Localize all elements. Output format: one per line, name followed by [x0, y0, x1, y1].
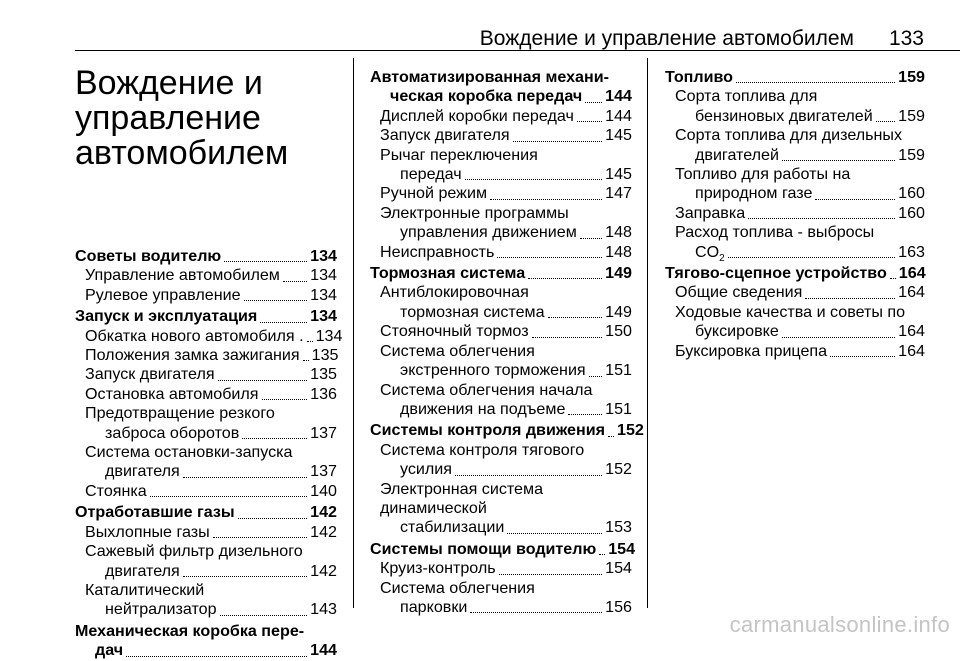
dot-leader	[262, 399, 308, 400]
toc-entry-text: Ходовые качества и советы по	[675, 302, 906, 321]
dot-leader	[183, 576, 307, 577]
toc-page-number: 134	[310, 285, 337, 304]
toc-entry-row	[85, 424, 337, 443]
dot-leader	[507, 533, 602, 534]
header-rule	[75, 50, 960, 51]
toc-page-number: 159	[898, 68, 925, 86]
toc-entry-row	[675, 204, 925, 223]
toc-entry-text: экстренного торможения	[400, 361, 586, 380]
toc-entry-text: Автоматизированная механи-	[370, 68, 609, 86]
toc-section-entry	[665, 264, 925, 283]
toc-entry-row	[675, 107, 925, 126]
toc-entry-row	[75, 503, 337, 522]
toc-entry-text: Положения замка зажигания	[85, 346, 300, 365]
toc-subsection-entry	[665, 342, 925, 361]
toc-entry-text: Дисплей коробки передач	[380, 106, 574, 125]
toc-page-number: 151	[605, 361, 632, 380]
toc-list	[75, 247, 343, 661]
toc-entry-text: движения на подъеме	[400, 399, 566, 418]
toc-entry-row	[85, 365, 337, 384]
toc-subsection-entry	[370, 480, 632, 538]
toc-entry-row	[380, 518, 632, 537]
toc-entry-text: Круиз-контроль	[380, 559, 496, 578]
toc-subsection-entry	[370, 342, 632, 381]
toc-page-number: 148	[605, 242, 632, 261]
toc-list	[665, 68, 925, 361]
dot-leader	[782, 337, 895, 338]
toc-subsection-entry	[75, 542, 337, 581]
toc-entry-text: буксировке	[695, 322, 779, 341]
toc-subsection-entry	[665, 283, 925, 302]
toc-entry-text: природном газе	[695, 184, 813, 203]
dot-leader	[499, 574, 602, 575]
dot-leader	[577, 121, 602, 122]
toc-section-entry	[370, 264, 632, 283]
toc-entry-text: Заправка	[675, 203, 746, 222]
toc-entry-row	[380, 460, 632, 479]
dot-leader	[220, 615, 308, 616]
toc-entry-row	[675, 342, 925, 361]
toc-section-entry	[75, 247, 337, 266]
toc-entry-row	[665, 68, 925, 87]
toc-page-number: 159	[898, 145, 925, 164]
toc-entry-text: управления движением	[400, 223, 577, 242]
toc-entry-text: Остановка автомобиля	[85, 384, 259, 403]
toc-entry-row	[85, 462, 337, 481]
toc-subsection-entry	[370, 559, 632, 578]
toc-page-number: 160	[898, 184, 925, 203]
toc-entry-row	[75, 307, 337, 326]
toc-entry-text: Предотвращение резкого	[85, 404, 275, 423]
toc-section-entry	[75, 503, 337, 522]
chapter-title-line: автомобилем	[75, 134, 289, 172]
dot-leader	[736, 82, 895, 83]
toc-entry-text: Расход топлива - выбросы	[675, 223, 875, 242]
toc-page-number: 151	[605, 399, 632, 418]
dot-leader	[782, 160, 895, 161]
toc-subsection-entry	[370, 381, 632, 420]
toc-subsection-entry	[370, 204, 632, 243]
toc-page-number: 160	[898, 203, 925, 222]
dot-leader	[876, 121, 895, 122]
dot-leader	[224, 261, 307, 262]
toc-entry-text: стабилизации	[400, 518, 505, 537]
toc-entry-row	[85, 326, 343, 346]
toc-entry-row	[370, 421, 644, 440]
toc-entry-text: тормозная система	[400, 302, 545, 321]
toc-page-number: 136	[310, 384, 337, 403]
dot-leader	[218, 380, 308, 381]
dot-leader	[568, 414, 602, 415]
toc-entry-text: Каталитический	[85, 580, 205, 599]
dot-leader	[830, 356, 895, 357]
toc-entry-text: нейтрализатор	[105, 600, 217, 619]
toc-entry-row	[380, 243, 632, 262]
toc-entry-row	[380, 559, 632, 578]
toc-page-number: 140	[310, 481, 337, 500]
toc-page-number: 164	[898, 264, 926, 283]
column-divider	[647, 58, 648, 608]
toc-section-entry	[370, 68, 632, 107]
toc-page-number: 164	[898, 341, 925, 360]
toc-subsection-entry	[370, 441, 632, 480]
toc-entry-row	[380, 322, 632, 341]
toc-entry-row	[380, 223, 632, 242]
toc-entry-text: передач	[400, 165, 462, 184]
toc-entry-text: динамической	[380, 498, 487, 517]
toc-entry-row	[675, 243, 925, 262]
toc-entry-text: Антиблокировочная	[380, 283, 529, 302]
toc-page-number: 154	[608, 539, 636, 558]
dot-leader	[244, 300, 308, 301]
toc-subsection-entry	[370, 126, 632, 145]
toc-entry-row	[75, 641, 337, 660]
toc-subsection-entry	[370, 184, 632, 203]
toc-entry-row	[380, 107, 632, 126]
chapter-title-line: управление	[75, 99, 261, 137]
toc-page-number: 134	[315, 326, 343, 345]
toc-subsection-entry	[665, 165, 925, 204]
dot-leader	[532, 337, 603, 338]
dot-leader	[580, 238, 602, 239]
toc-subsection-entry	[75, 385, 337, 404]
toc-entry-text: Система облегчения	[380, 578, 535, 597]
dot-leader	[307, 341, 313, 342]
toc-page-number: 145	[605, 165, 632, 184]
dot-leader	[890, 278, 896, 279]
toc-section-entry	[75, 622, 337, 661]
toc-page-number: 142	[310, 522, 337, 541]
toc-entry-text: Ручной режим	[380, 184, 488, 203]
dot-leader	[528, 278, 602, 279]
toc-entry-row	[85, 286, 337, 305]
toc-page-number: 144	[605, 87, 632, 106]
toc-page-number: 143	[310, 600, 337, 619]
toc-subsection-entry	[370, 243, 632, 262]
dot-leader	[490, 199, 602, 200]
toc-page-number: 137	[310, 462, 337, 481]
toc-subsection-entry	[665, 204, 925, 223]
toc-entry-row	[380, 303, 632, 322]
toc-entry-text: Сорта топлива для дизельных	[675, 126, 903, 145]
toc-page-number: 150	[605, 322, 632, 341]
toc-page-number: 137	[310, 423, 337, 442]
toc-subsection-entry	[75, 482, 337, 501]
toc-entry-text: Буксировка прицепа	[675, 341, 828, 360]
toc-entry-text: Механическая коробка пере-	[75, 621, 305, 640]
toc-column-1	[75, 64, 343, 661]
toc-page-number: 142	[310, 503, 337, 522]
toc-section-entry	[665, 68, 925, 87]
toc-entry-text: Рулевое управление	[85, 285, 241, 304]
toc-page-number: 135	[310, 365, 337, 384]
toc-subsection-entry	[370, 283, 632, 322]
subscript: 2	[719, 252, 725, 264]
toc-section-entry	[370, 421, 644, 440]
toc-page-number: 135	[311, 346, 339, 365]
toc-entry-row	[370, 539, 636, 559]
toc-entry-text: Отработавшие газы	[75, 503, 235, 522]
toc-page-number: 144	[310, 641, 337, 660]
toc-subsection-entry	[370, 579, 632, 618]
toc-page-number: 163	[898, 242, 925, 261]
dot-leader	[805, 298, 895, 299]
toc-page-number: 144	[605, 106, 632, 125]
toc-subsection-entry	[75, 581, 337, 620]
toc-page-number: 148	[605, 223, 632, 242]
dot-leader	[242, 438, 307, 439]
dot-leader	[126, 656, 307, 657]
toc-entry-text: ческая коробка передач	[390, 87, 583, 106]
toc-entry-row	[380, 598, 632, 617]
toc-page-number: 145	[605, 126, 632, 145]
toc-entry-row	[380, 165, 632, 184]
toc-entry-row	[370, 264, 632, 283]
toc-page-number: 156	[605, 597, 632, 616]
toc-entry-row	[85, 385, 337, 404]
toc-page-number: 159	[898, 106, 925, 125]
dot-leader	[260, 322, 307, 323]
toc-subsection-entry	[370, 107, 632, 126]
toc-page-number: 153	[605, 518, 632, 537]
dot-leader	[303, 360, 309, 361]
toc-entry-text: Система контроля тягового	[380, 440, 585, 459]
toc-entry-row	[380, 184, 632, 203]
dot-leader	[238, 518, 308, 519]
toc-entry-text: двигателя	[105, 561, 180, 580]
toc-entry-row	[675, 283, 925, 302]
toc-subsection-entry	[665, 87, 925, 126]
toc-entry-text: двигателя	[105, 462, 180, 481]
toc-entry-text: Управление автомобилем	[85, 266, 280, 285]
toc-entry-text: Электронные программы	[380, 203, 569, 222]
toc-subsection-entry	[75, 404, 337, 443]
page-number: 133	[888, 27, 924, 50]
dot-leader	[599, 554, 605, 555]
toc-entry-row	[85, 266, 337, 285]
toc-entry-row	[85, 523, 337, 542]
toc-entry-text: двигателей	[695, 145, 779, 164]
dot-leader	[608, 436, 614, 437]
toc-subsection-entry	[665, 223, 925, 262]
chapter-title-line: Вождение и	[75, 64, 263, 102]
toc-page-number: 149	[605, 302, 632, 321]
dot-leader	[183, 477, 307, 478]
page-header	[75, 0, 960, 50]
toc-entry-text: Топливо	[665, 68, 733, 86]
toc-subsection-entry	[75, 365, 337, 384]
toc-subsection-entry	[75, 286, 337, 305]
toc-entry-row	[370, 87, 632, 106]
toc-entry-text: Электронная система	[380, 479, 544, 498]
toc-entry-text: Системы помощи водителю	[370, 539, 597, 558]
toc-list	[370, 68, 644, 617]
toc-entry-text: Топливо для работы на	[675, 165, 851, 184]
toc-entry-text: Неисправность	[380, 242, 495, 261]
toc-entry-text: Запуск двигателя	[85, 365, 215, 384]
toc-column-2	[370, 66, 644, 617]
dot-leader	[150, 496, 307, 497]
toc-subsection-entry	[665, 126, 925, 165]
toc-subsection-entry	[370, 146, 632, 185]
toc-entry-text: заброса оборотов	[105, 423, 240, 442]
toc-entry-text: Выхлопные газы	[85, 522, 210, 541]
toc-entry-text: Общие сведения	[675, 283, 803, 302]
toc-subsection-entry	[75, 266, 337, 285]
toc-entry-text: Тормозная система	[370, 264, 526, 283]
toc-subsection-entry	[370, 322, 632, 341]
toc-page-number: 134	[310, 307, 337, 326]
toc-page-number: 142	[310, 561, 337, 580]
toc-entry-text: Рычаг переключения	[380, 145, 538, 164]
dot-leader	[497, 257, 602, 258]
dot-leader	[548, 317, 603, 318]
toc-entry-row	[380, 126, 632, 145]
toc-entry-row	[75, 247, 337, 266]
toc-entry-text: Сорта топлива для	[675, 87, 818, 106]
toc-entry-text: Системы контроля движения	[370, 421, 605, 440]
dot-leader	[470, 612, 602, 613]
dot-leader	[455, 475, 602, 476]
toc-page-number: 152	[605, 460, 632, 479]
toc-page-number: 147	[605, 184, 632, 203]
toc-entry-text: Система облегчения начала	[380, 380, 593, 399]
toc-subsection-entry	[75, 346, 337, 365]
toc-entry-row	[675, 146, 925, 165]
chapter-title	[75, 66, 337, 171]
toc-entry-text: $CO_2$	[695, 242, 725, 264]
toc-entry-row	[85, 562, 337, 581]
dot-leader	[513, 141, 603, 142]
toc-entry-text: усилия	[400, 460, 452, 479]
dot-leader	[283, 281, 307, 282]
toc-page-number: 164	[898, 283, 925, 302]
toc-subsection-entry	[75, 523, 337, 542]
running-title: Вождение и управление автомобилем	[479, 27, 854, 50]
dot-leader	[465, 179, 603, 180]
toc-entry-row	[675, 322, 925, 341]
toc-entry-text: Обкатка нового автомобиля .	[85, 326, 304, 345]
toc-entry-text: бензиновых двигателей	[695, 106, 873, 125]
toc-page-number: 152	[617, 421, 644, 440]
watermark: carmanualsonline.info	[729, 612, 950, 637]
dot-leader	[815, 199, 895, 200]
toc-section-entry	[370, 539, 636, 559]
toc-entry-text: Сажевый фильтр дизельного	[85, 542, 303, 561]
toc-entry-text: Тягово-сцепное устройство	[665, 264, 887, 283]
dot-leader	[748, 218, 895, 219]
toc-entry-row	[675, 184, 925, 203]
toc-entry-row	[85, 346, 337, 365]
toc-entry-text: Система остановки-запуска	[85, 443, 293, 462]
dot-leader	[213, 537, 307, 538]
toc-entry-text: Запуск и эксплуатация	[75, 307, 258, 326]
toc-entry-row	[380, 400, 632, 419]
toc-entry-text: дач	[95, 641, 124, 660]
toc-entry-text: Система облегчения	[380, 341, 535, 360]
toc-entry-text: Стоянка	[85, 481, 147, 500]
toc-subsection-entry	[665, 303, 925, 342]
column-divider	[353, 58, 354, 608]
dot-leader	[728, 257, 895, 258]
toc-entry-text: парковки	[400, 597, 468, 616]
dot-leader	[589, 376, 602, 377]
toc-entry-row	[85, 482, 337, 501]
toc-page-number: 164	[898, 322, 925, 341]
toc-entry-row	[665, 264, 925, 283]
toc-page-number: 134	[310, 247, 337, 265]
toc-page-number: 134	[310, 266, 337, 285]
toc-subsection-entry	[75, 443, 337, 482]
toc-subsection-entry	[75, 326, 343, 346]
toc-section-entry	[75, 307, 337, 326]
toc-entry-text: Стояночный тормоз	[380, 322, 529, 341]
toc-entry-row	[380, 361, 632, 380]
toc-entry-text: Советы водителю	[75, 247, 222, 265]
toc-entry-row	[85, 600, 337, 619]
toc-entry-text: Запуск двигателя	[380, 126, 510, 145]
toc-page-number: 149	[605, 264, 632, 283]
toc-column-3	[665, 66, 925, 361]
dot-leader	[585, 102, 602, 103]
toc-page-number: 154	[605, 559, 632, 578]
